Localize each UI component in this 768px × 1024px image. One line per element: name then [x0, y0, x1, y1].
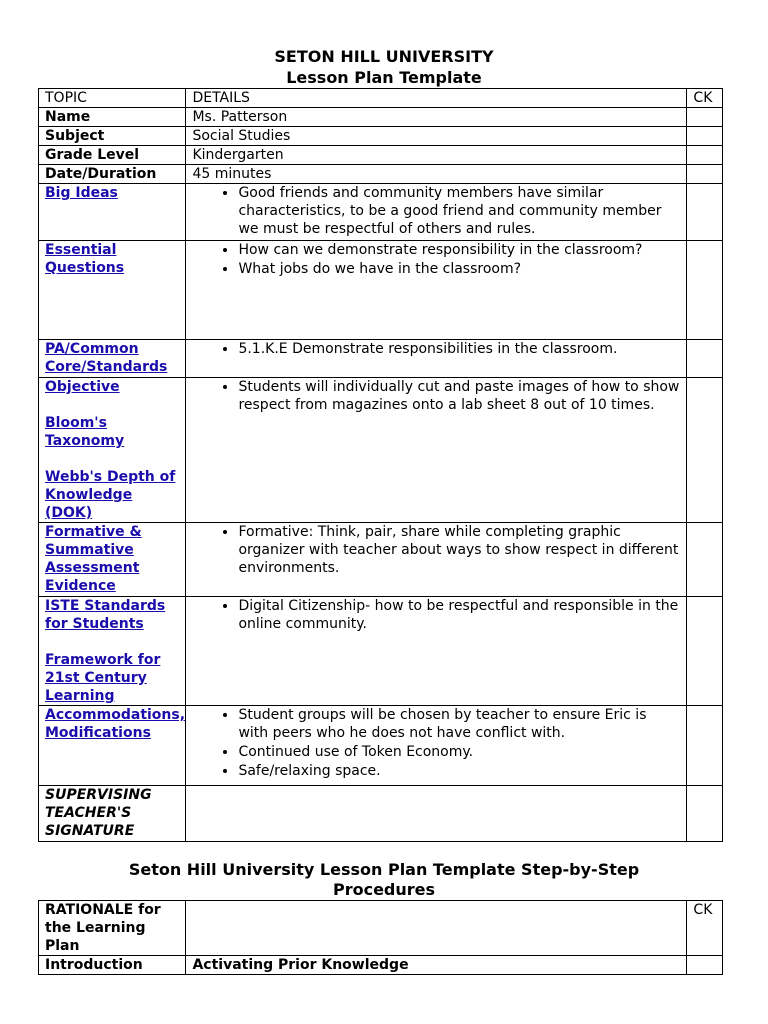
signature-field[interactable]: [186, 786, 687, 842]
big-ideas-item: • Good friends and community members have similar characteristics, to be a good friend and community member we must be respectful of others and rules.: [238, 184, 680, 238]
grade-value: Kindergarten: [186, 146, 687, 165]
ck-cell: [687, 956, 723, 975]
ck-cell: [687, 523, 723, 597]
introduction-value: Activating Prior Knowledge: [186, 956, 687, 975]
table-row: [39, 108, 723, 127]
name-label: Name: [39, 108, 186, 127]
table-row: [39, 378, 723, 523]
ck-cell: [687, 165, 723, 184]
big-ideas-link[interactable]: Big Ideas: [45, 185, 118, 201]
table-row: [39, 146, 723, 165]
duration-value: 45 minutes: [186, 165, 687, 184]
ck-cell: [687, 127, 723, 146]
table-row: [39, 127, 723, 146]
table-row: [39, 340, 723, 378]
table-row: [39, 901, 723, 956]
essential-questions-link[interactable]: Essential Questions: [45, 242, 125, 276]
lesson-plan-table: [38, 88, 723, 842]
accommodation-item: • Safe/relaxing space.: [238, 762, 680, 780]
ck-cell: [687, 340, 723, 378]
table-row: [39, 165, 723, 184]
assessment-item: • Formative: Think, pair, share while completing graphic organizer with teacher about ways to show respect in different environments.: [238, 523, 680, 577]
essential-question-item: • What jobs do we have in the classroom?: [238, 260, 680, 278]
procedures-title-cont: Procedures: [332, 880, 436, 899]
duration-label: Date/Duration: [39, 165, 186, 184]
accommodation-item: • Continued use of Token Economy.: [238, 743, 680, 761]
table-row: [39, 786, 723, 842]
iste-item: • Digital Citizenship- how to be respectful and responsible in the online community.: [238, 597, 680, 633]
assessment-link[interactable]: Formative & Summative Assessment Evidence: [45, 524, 142, 594]
ck-cell: [687, 241, 723, 340]
university-title: SETON HILL UNIVERSITY: [274, 47, 494, 66]
framework-21st-century-link[interactable]: Framework for 21st Century Learning: [45, 652, 161, 704]
standards-link[interactable]: PA/Common Core/Standards: [45, 341, 168, 375]
table-row: [39, 523, 723, 597]
subject-label: Subject: [39, 127, 186, 146]
name-value: Ms. Patterson: [186, 108, 687, 127]
ck-cell: [687, 378, 723, 523]
procedures-title: Seton Hill University Lesson Plan Template Step-by-Step: [128, 860, 640, 879]
ck-cell: [687, 597, 723, 706]
webbs-dok-link[interactable]: Webb's Depth of Knowledge (DOK): [45, 469, 176, 521]
template-title: Lesson Plan Template: [286, 68, 482, 87]
essential-question-item: • How can we demonstrate responsibility in the classroom?: [238, 241, 680, 259]
accommodation-item: • Student groups will be chosen by teacher to ensure Eric is with peers who he does not have conflict with.: [238, 706, 680, 742]
standards-item: • 5.1.K.E Demonstrate responsibilities in the classroom.: [238, 340, 680, 358]
ck-cell: [687, 146, 723, 165]
header-topic: TOPIC: [39, 89, 186, 108]
table-header-row: [39, 89, 723, 108]
ck-cell: [687, 706, 723, 786]
rationale-value: [186, 901, 687, 956]
introduction-label: Introduction: [39, 956, 186, 975]
grade-label: Grade Level: [39, 146, 186, 165]
blooms-taxonomy-link[interactable]: Bloom's Taxonomy: [45, 415, 125, 449]
signature-label: SUPERVISING TEACHER'S SIGNATURE: [39, 786, 186, 842]
table-row: [39, 956, 723, 975]
rationale-ck: CK: [687, 901, 723, 956]
table-row: [39, 184, 723, 241]
table-row: [39, 706, 723, 786]
table-row: [39, 597, 723, 706]
accommodations-link[interactable]: Accommodations, Modifications: [45, 707, 186, 741]
procedures-table: [38, 900, 723, 975]
ck-cell: [687, 184, 723, 241]
table-row: [39, 241, 723, 340]
objective-item: • Students will individually cut and paste images of how to show respect from magazines onto a lab sheet 8 out of 10 times.: [238, 378, 680, 414]
ck-cell: [687, 108, 723, 127]
objective-link[interactable]: Objective: [45, 379, 120, 395]
rationale-label: RATIONALE for the Learning Plan: [39, 901, 186, 956]
header-details: DETAILS: [186, 89, 687, 108]
iste-standards-link[interactable]: ISTE Standards for Students: [45, 598, 166, 632]
ck-cell: [687, 786, 723, 842]
subject-value: Social Studies: [186, 127, 687, 146]
header-ck: CK: [687, 89, 723, 108]
